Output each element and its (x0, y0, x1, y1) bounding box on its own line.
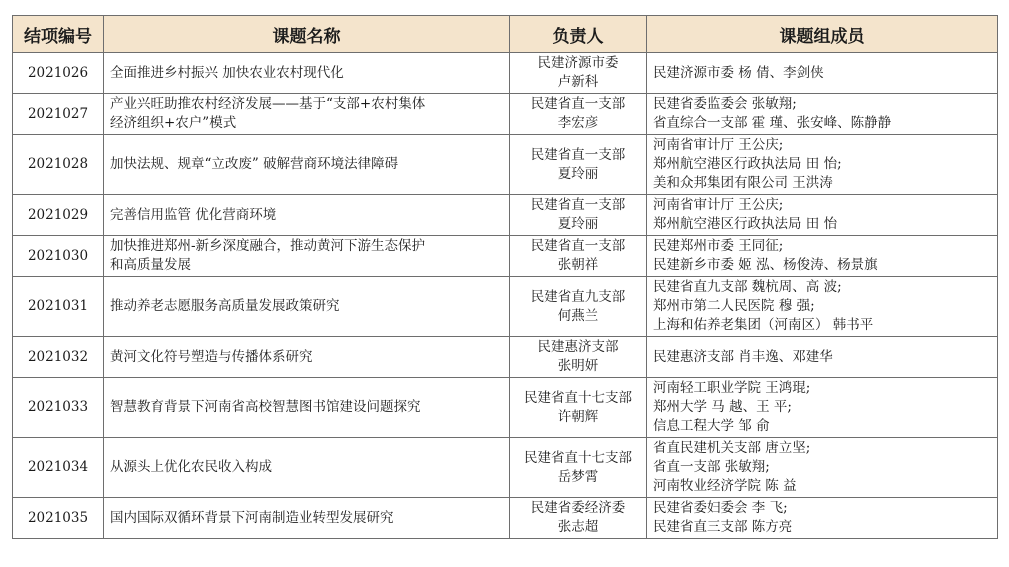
project-members-line: 民建郑州市委 王同征; (653, 238, 784, 254)
project-topic (104, 53, 510, 94)
table-row (13, 277, 998, 337)
project-topic (104, 277, 510, 337)
project-leader-line: 卢新科 (557, 74, 599, 90)
project-members (647, 438, 998, 498)
project-members-line: 郑州航空港区行政执法局 田 怡 (653, 216, 838, 232)
header-topic: 课题名称 (104, 16, 510, 53)
project-topic (104, 498, 510, 539)
project-leader (510, 277, 647, 337)
project-leader-line: 民建惠济支部 (537, 339, 619, 355)
project-topic-line: 全面推进乡村振兴 加快农业农村现代化 (110, 64, 344, 81)
project-topic (104, 195, 510, 236)
project-members (647, 195, 998, 236)
project-code: 2021032 (13, 337, 104, 378)
project-members-line: 民建省直九支部 魏杭周、高 波; (653, 279, 842, 295)
project-leader-line: 张志超 (557, 519, 599, 535)
project-members-line: 民建省直三支部 陈方亮 (653, 519, 793, 535)
project-members-line: 信息工程大学 邹 俞 (653, 418, 770, 434)
project-leader-line: 张明妍 (557, 358, 599, 374)
project-code: 2021033 (13, 378, 104, 438)
project-code: 2021026 (13, 53, 104, 94)
project-members-line: 民建省委妇委会 李 飞; (653, 500, 788, 516)
project-leader-line: 民建省直十七支部 (524, 449, 632, 466)
project-members-line: 民建济源市委 杨 倩、李剑侠 (653, 64, 824, 81)
project-leader-line: 夏玲丽 (557, 216, 599, 232)
project-code: 2021035 (13, 498, 104, 539)
project-leader-line: 民建济源市委 (537, 55, 619, 71)
project-table-container (12, 15, 997, 539)
project-topic-line: 产业兴旺助推农村经济发展——基于“支部+农村集体 (110, 96, 426, 112)
project-topic-line: 推动养老志愿服务高质量发展政策研究 (110, 298, 340, 314)
project-members-line: 民建新乡市委 姬 泓、杨俊涛、杨景旗 (653, 257, 878, 273)
project-leader-line: 何燕兰 (557, 307, 599, 324)
project-members-line: 郑州市第二人民医院 穆 强; (653, 298, 815, 314)
project-members-line: 河南省审计厅 王公庆; (653, 197, 784, 213)
project-code: 2021034 (13, 438, 104, 498)
project-topic (104, 135, 510, 195)
project-leader (510, 135, 647, 195)
project-members-line: 美和众邦集团有限公司 王洪涛 (653, 175, 833, 191)
project-leader (510, 53, 647, 94)
table-row (13, 135, 998, 195)
project-leader-line: 民建省委经济委 (530, 500, 626, 516)
project-members-line: 郑州大学 马 越、王 平; (653, 399, 792, 415)
project-topic-line: 黄河文化符号塑造与传播体系研究 (110, 348, 313, 365)
project-leader-line: 张朝祥 (557, 257, 599, 273)
project-leader (510, 337, 647, 378)
project-members (647, 135, 998, 195)
project-leader (510, 94, 647, 135)
project-members-line: 省直一支部 张敏翔; (653, 459, 770, 475)
project-leader-line: 民建省直一支部 (530, 96, 626, 112)
project-members (647, 337, 998, 378)
project-topic (104, 378, 510, 438)
project-topic-line: 和高质量发展 (110, 257, 191, 273)
project-code: 2021031 (13, 277, 104, 337)
project-leader (510, 438, 647, 498)
project-leader-line: 民建省直一支部 (530, 197, 626, 213)
project-members-line: 河南轻工职业学院 王鸿琨; (653, 380, 811, 396)
project-members (647, 236, 998, 277)
header-leader: 负责人 (510, 16, 647, 53)
project-leader-line: 民建省直一支部 (530, 238, 626, 254)
project-leader (510, 498, 647, 539)
project-topic-line: 智慧教育背景下河南省高校智慧图书馆建设问题探究 (110, 399, 421, 415)
project-members-line: 民建惠济支部 肖丰逸、邓建华 (653, 348, 833, 365)
project-members-line: 省直综合一支部 霍 瑾、张安峰、陈静静 (653, 115, 892, 131)
table-row (13, 438, 998, 498)
project-code: 2021029 (13, 195, 104, 236)
project-members-line: 民建省委监委会 张敏翔; (653, 96, 797, 112)
project-leader-line: 民建省直九支部 (530, 288, 626, 305)
project-topic-line: 完善信用监管 优化营商环境 (110, 206, 277, 223)
header-members: 课题组成员 (647, 16, 998, 53)
header-row (13, 16, 998, 53)
project-topic (104, 94, 510, 135)
project-topic-line: 国内国际双循环背景下河南制造业转型发展研究 (110, 509, 394, 526)
project-leader-line: 李宏彦 (557, 115, 599, 131)
project-topic (104, 337, 510, 378)
project-members-line: 河南牧业经济学院 陈 益 (653, 478, 797, 494)
project-topic (104, 438, 510, 498)
project-members (647, 378, 998, 438)
table-row (13, 378, 998, 438)
project-topic (104, 236, 510, 277)
project-leader (510, 378, 647, 438)
project-code: 2021027 (13, 94, 104, 135)
project-leader-line: 民建省直一支部 (530, 146, 626, 163)
project-leader-line: 岳梦霄 (557, 468, 599, 485)
project-leader (510, 195, 647, 236)
project-members-line: 郑州航空港区行政执法局 田 怡; (653, 156, 842, 172)
project-members (647, 277, 998, 337)
project-topic-line: 加快法规、规章“立改废” 破解营商环境法律障碍 (110, 156, 399, 172)
project-topic-line: 经济组织+农户”模式 (110, 115, 237, 131)
project-topic-line: 加快推进郑州-新乡深度融合，推动黄河下游生态保护 (110, 238, 426, 254)
table-row (13, 195, 998, 236)
project-leader-line: 夏玲丽 (557, 165, 599, 182)
project-leader-line: 民建省直十七支部 (524, 389, 632, 406)
project-members (647, 498, 998, 539)
table-row (13, 94, 998, 135)
project-members (647, 94, 998, 135)
project-topic-line: 从源头上优化农民收入构成 (110, 459, 272, 475)
project-leader-line: 许朝辉 (557, 408, 599, 425)
table-row (13, 236, 998, 277)
header-code: 结项编号 (13, 16, 104, 53)
table-row (13, 498, 998, 539)
project-code: 2021030 (13, 236, 104, 277)
project-code: 2021028 (13, 135, 104, 195)
project-table (12, 15, 998, 539)
table-row (13, 53, 998, 94)
project-leader (510, 236, 647, 277)
project-members (647, 53, 998, 94)
project-members-line: 上海和佑养老集团（河南区） 韩书平 (653, 317, 874, 333)
project-members-line: 省直民建机关支部 唐立坚; (653, 440, 811, 456)
project-members-line: 河南省审计厅 王公庆; (653, 137, 784, 153)
table-row (13, 337, 998, 378)
